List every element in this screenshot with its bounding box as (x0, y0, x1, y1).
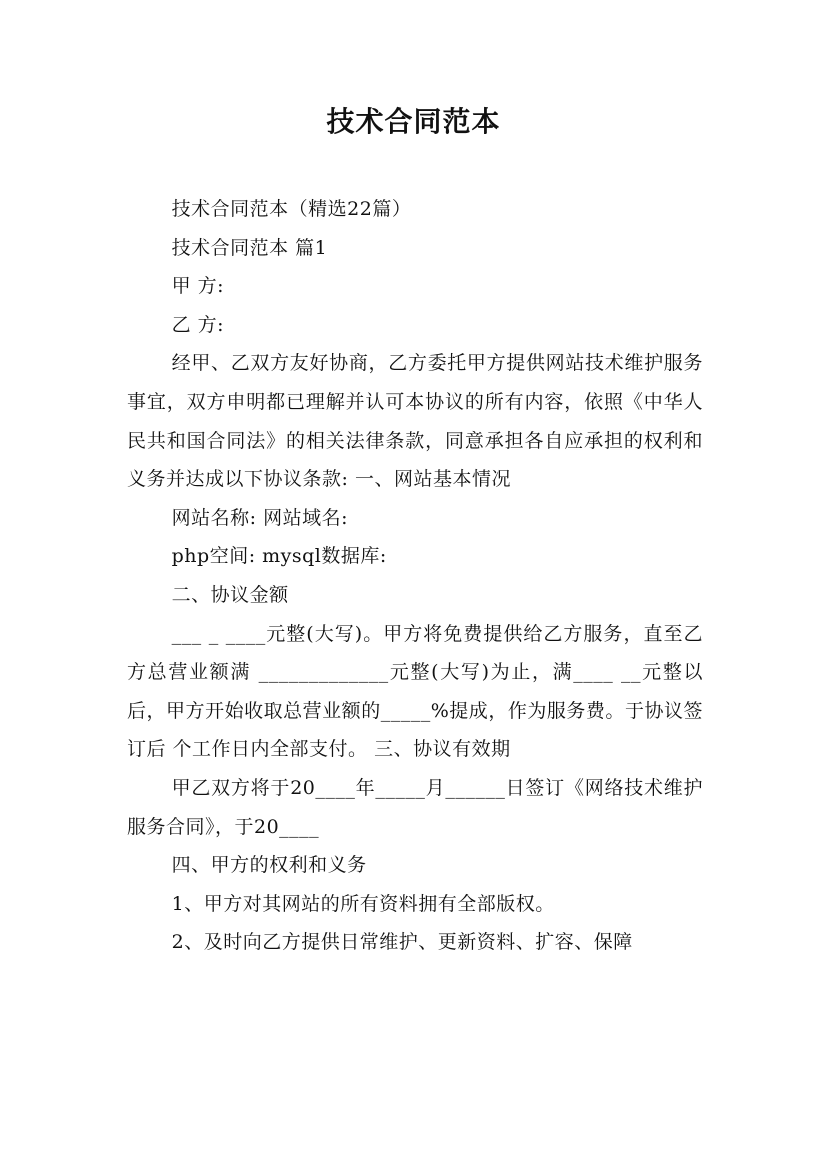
paragraph-amount-heading: 二、协议金额 (171, 583, 289, 606)
document-title: 技术合同范本 (326, 105, 501, 138)
paragraph-party-a: 甲 方: (171, 275, 225, 298)
paragraph-amount-terms: ___ _ ____元整(大写)。甲方将免费提供给乙方服务，直至乙方总营业额满 _____________元整(大写)为止，满____ __元整以后，甲方开始收取总营业额的_____%提成，作为服务费。于协议签订后 个工作日内全部支付。 三、协议有效期 (127, 622, 703, 761)
document-body (127, 190, 703, 962)
paragraph-validity: 甲乙双方将于20____年_____月______日签订《网络技术维护服务合同》，于20____ (127, 776, 703, 838)
paragraph-php-space: php空间: mysql数据库: (171, 545, 387, 568)
paragraph-section-heading: 技术合同范本 篇1 (171, 236, 328, 259)
paragraph-website-name: 网站名称: 网站域名: (171, 506, 348, 529)
paragraph-right-2: 2、及时向乙方提供日常维护、更新资料、扩容、保障 (171, 931, 633, 954)
paragraph-party-b: 乙 方: (171, 313, 225, 336)
paragraph-preamble: 经甲、乙双方友好协商，乙方委托甲方提供网站技术维护服务事宜，双方申明都已理解并认可本协议的所有内容，依照《中华人民共和国合同法》的相关法律条款，同意承担各自应承担的权利和义务并达成以下协议条款: 一、网站基本情况 (127, 352, 703, 491)
paragraph-right-1: 1、甲方对其网站的所有资料拥有全部版权。 (171, 892, 555, 915)
paragraph-subtitle: 技术合同范本（精选22篇） (171, 198, 412, 220)
paragraph-rights-heading: 四、甲方的权利和义务 (171, 854, 367, 877)
